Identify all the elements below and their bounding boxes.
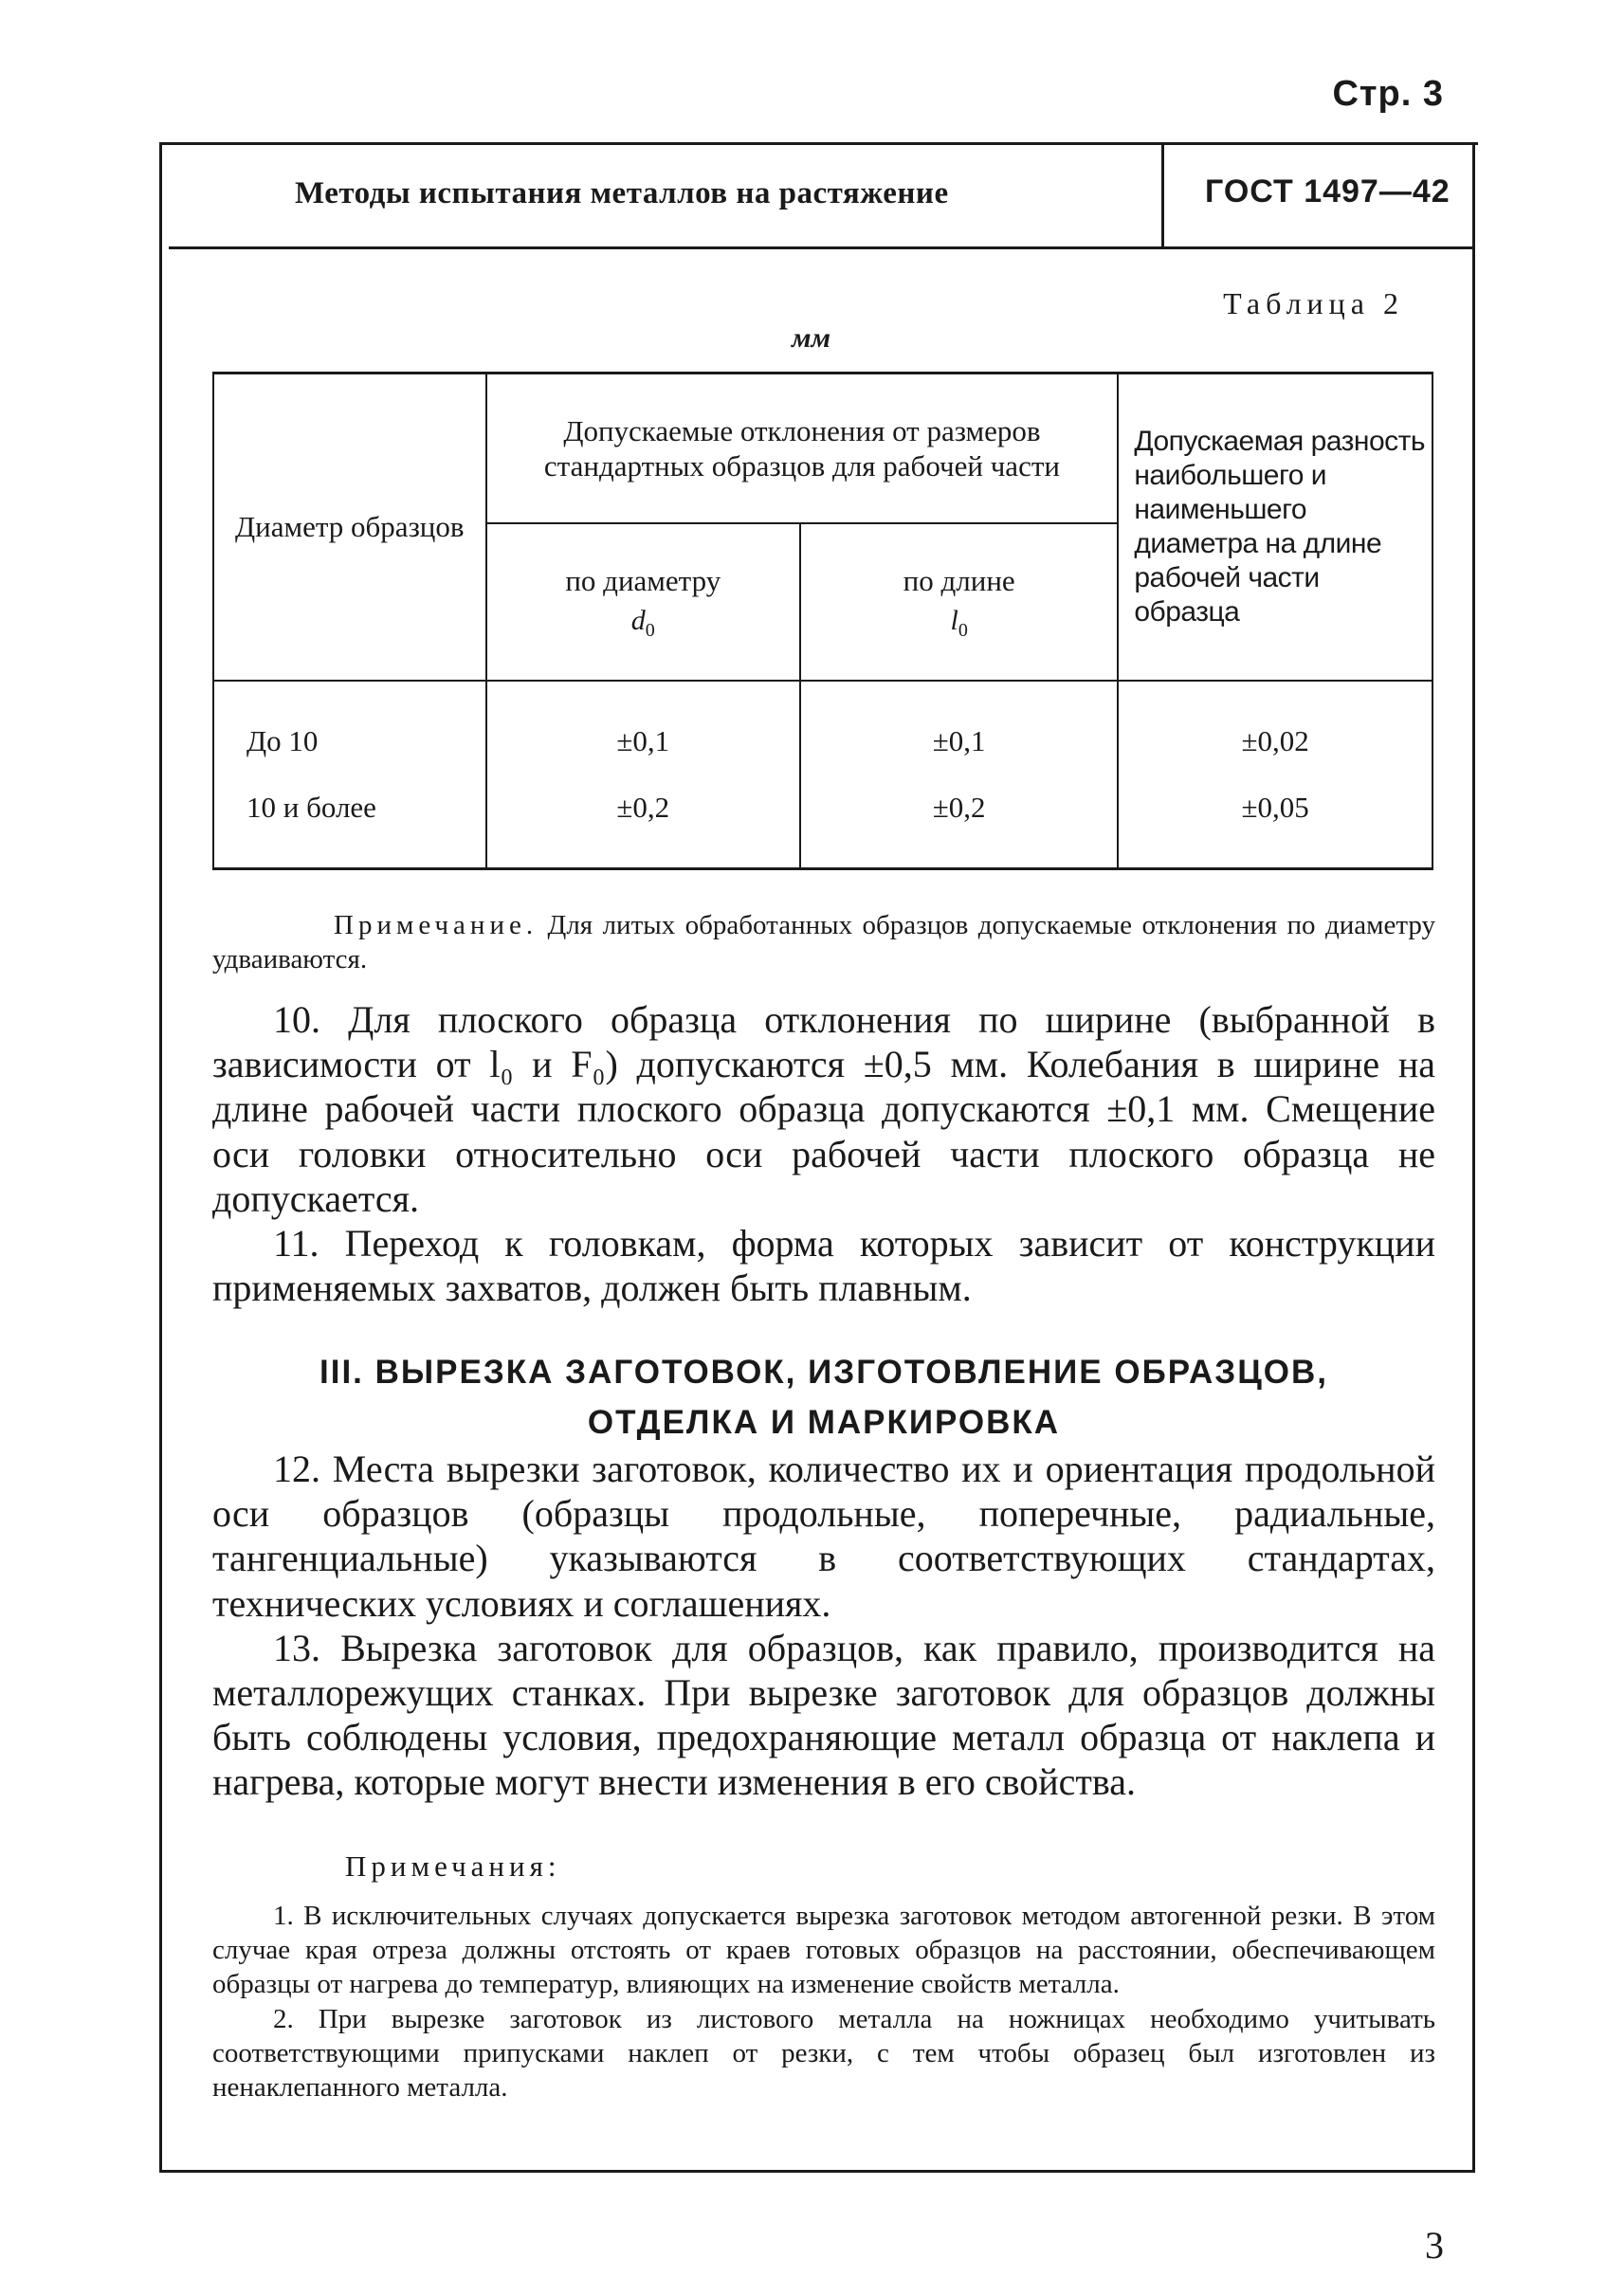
frame-bottom-rule — [159, 2170, 1475, 2173]
document-title: Методы испытания металлов на растяжение — [295, 176, 949, 210]
frame-right-rule — [1472, 142, 1475, 2173]
document-header — [159, 142, 1478, 251]
table-note — [212, 908, 1435, 977]
header-deviation-group: Допускаемые отклонения от размеров стандартных образцов для рабочей части — [486, 373, 1119, 524]
page-number: 3 — [1425, 2224, 1444, 2267]
symbol-l0: $l_0$ — [950, 604, 968, 641]
notes-label: Примечания: — [345, 1849, 561, 1883]
section-heading-line2: ОТДЕЛКА И МАРКИРОВКА — [587, 1403, 1061, 1441]
cell-diameter: До 10 — [213, 681, 486, 774]
cell-by-diameter: ±0,1 — [486, 681, 800, 774]
header-by-length: по длине $l_0$ — [800, 523, 1118, 681]
cell-diameter: 10 и более — [213, 774, 486, 869]
notes-block — [212, 1849, 1435, 2104]
cell-difference: ±0,02 — [1118, 681, 1432, 774]
table-row — [213, 681, 1432, 774]
note-item: 1. В исключительных случаях допускается вырезка заготовок методом автогенной резки. В этом случае края отреза должны отстоять от краев готовых образцов на расстоянии, обеспечивающем образцы от нагрева до температур, влияющих на изменение свойств металла. — [212, 1900, 1435, 2000]
table-row — [213, 774, 1432, 869]
page-label-top: Стр. 3 — [1332, 74, 1444, 114]
header-by-diameter: по диаметру $d_0$ — [486, 523, 800, 681]
table-note-text: Для литых обработанных образцов допускаемые отклонения по диаметру удваиваются. — [212, 910, 1436, 975]
note-item: 2. При вырезке заготовок из листового металла на ножницах необходимо учитывать соответствующими припусками наклеп от резки, с тем чтобы образец был изготовлен из ненаклепанного металла. — [212, 2003, 1435, 2103]
tolerance-table — [212, 372, 1433, 870]
body-text — [212, 997, 1435, 1310]
frame-left-rule — [159, 142, 162, 2173]
standard-number: ГОСТ 1497—42 — [1205, 173, 1451, 209]
table-note-label: Примечание. — [334, 910, 538, 940]
section-heading — [212, 1348, 1435, 1448]
paragraph-11: 11. Переход к головкам, форма которых зависит от конструкции применяемых захватов, должен быть плавным. — [212, 1221, 1435, 1310]
header-diameter: Диаметр образцов — [213, 373, 486, 682]
section-text — [212, 1447, 1435, 1805]
table-label: Таблица 2 — [1223, 286, 1404, 320]
header-difference: Допускаемая разность наибольшего и наименьшего диаметра на длине рабочей части образца — [1118, 373, 1432, 682]
paragraph-10: 10. Для плоского образца отклонения по ширине (выбранной в зависимости от l₀ и F₀) допускаются ±0,5 мм. Колебания в ширине на длине рабочей части плоского образца допускаются ±0,1 мм. Смещение оси головки относительно оси рабочей части плоского образца не допускается. — [212, 998, 1435, 1220]
cell-by-length: ±0,1 — [800, 681, 1118, 774]
section-heading-line1: III. ВЫРЕЗКА ЗАГОТОВОК, ИЗГОТОВЛЕНИЕ ОБРАЗЦОВ, — [319, 1354, 1328, 1391]
cell-by-length: ±0,2 — [800, 774, 1118, 869]
symbol-d0: $d_0$ — [630, 604, 655, 641]
cell-by-diameter: ±0,2 — [486, 774, 800, 869]
header-divider — [1161, 145, 1164, 247]
cell-difference: ±0,05 — [1118, 774, 1432, 869]
paragraph-13: 13. Вырезка заготовок для образцов, как правило, производится на металлорежущих станках. При вырезке заготовок для образцов должны быть соблюдены условия, предохраняющие металл образца от наклепа и нагрева, которые могут внести изменения в его свойства. — [212, 1626, 1435, 1804]
paragraph-12: 12. Места вырезки заготовок, количество их и ориентация продольной оси образцов (образцы продольные, поперечные, радиальные, тангенциальные) указываются в соответствующих стандартах, технических условиях и соглашениях. — [212, 1448, 1435, 1625]
table-unit: мм — [792, 322, 831, 354]
